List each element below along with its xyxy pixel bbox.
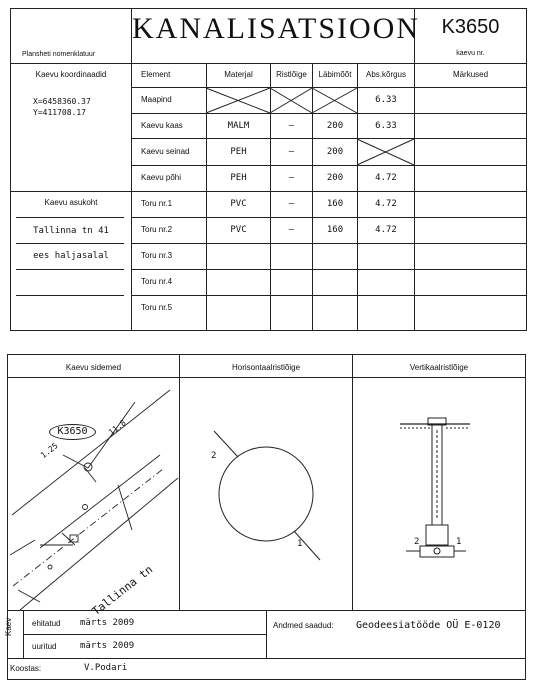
col-header-abs: Abs.kõrgus — [365, 70, 407, 79]
table-cell-cross: – — [288, 121, 295, 131]
sketch-well-code: K3650 — [57, 426, 88, 437]
table-cell-cross: – — [288, 173, 295, 183]
table-cell-diameter: 160 — [326, 199, 344, 209]
sketch-dimension: 1.25 — [38, 441, 60, 461]
table-cell-abs: 4.72 — [375, 199, 397, 209]
andmed-label: Andmed saadud: — [273, 621, 334, 630]
sketch-title-links: Kaevu sidemed — [65, 363, 122, 372]
table-cell-material: PEH — [230, 173, 247, 183]
sketch-title-horizontal: Horisontaalristlõige — [231, 363, 301, 372]
table-cell-abs: 4.72 — [375, 225, 397, 235]
location-line-2: ees haljasalal — [33, 251, 109, 261]
table-cell-material: PEH — [230, 147, 247, 157]
table-cell-material: MALM — [227, 121, 250, 131]
table-cell-diameter: 160 — [326, 225, 344, 235]
table-cell-element: Toru nr.1 — [141, 199, 173, 208]
page-title: KANALISATSIOON — [132, 12, 420, 45]
horizontal-section — [214, 431, 320, 560]
col-header-notes: Märkused — [452, 70, 489, 79]
table-cell-cross: – — [288, 225, 295, 235]
well-code: K3650 — [441, 16, 500, 38]
x-coordinate: X=6458360.37 — [33, 97, 91, 106]
table-cell-abs: 4.72 — [375, 173, 397, 183]
table-cell-material: PVC — [230, 199, 247, 209]
table-cell-cross: – — [288, 199, 295, 209]
sketch-title-vertical: Vertikaalristlõige — [409, 363, 469, 372]
kaev-label: Kaev — [4, 617, 13, 636]
ehitatud-label: ehitatud — [32, 619, 61, 628]
col-header-diameter: Läbimõõt — [318, 70, 352, 79]
col-header-material: Materjal — [224, 70, 253, 79]
y-coordinate: Y=411708.17 — [33, 108, 86, 117]
andmed-value: Geodeesiatööde OÜ E-0120 — [356, 620, 501, 631]
horizontal-label-2: 2 — [211, 451, 217, 461]
table-cell-element: Toru nr.3 — [141, 251, 173, 260]
table-cell-diameter: 200 — [326, 147, 344, 157]
sketch-street-name: Tallinna tn — [89, 562, 156, 619]
table-cell-element: Toru nr.2 — [141, 225, 173, 234]
horizontal-label-1: 1 — [297, 539, 303, 549]
table-cell-element: Toru nr.5 — [141, 303, 173, 312]
table-cell-element: Maapind — [141, 95, 172, 104]
table-cell-cross: – — [288, 147, 295, 157]
table-cell-abs: 6.33 — [375, 121, 397, 131]
uuritud-value: märts 2009 — [80, 641, 135, 651]
well-code-label: kaevu nr. — [456, 50, 485, 57]
site-sketch — [10, 390, 178, 610]
table-cell-abs: 6.33 — [375, 95, 397, 105]
planseti-label: Plansheti nomenklatuur — [22, 51, 96, 58]
table-cell-material: PVC — [230, 225, 247, 235]
koostas-value: V.Podari — [84, 663, 128, 673]
location-label: Kaevu asukoht — [44, 198, 98, 207]
vertical-label-1: 1 — [456, 537, 462, 547]
table-cell-element: Kaevu seinad — [141, 147, 190, 156]
table-cell-element: Kaevu põhi — [141, 173, 182, 182]
table-cell-diameter: 200 — [326, 121, 344, 131]
col-header-element: Element — [141, 70, 171, 79]
col-header-cross: Ristlõige — [276, 70, 307, 79]
koostas-label: Koostas: — [10, 664, 42, 673]
uuritud-label: uuritud — [32, 642, 57, 651]
sketch-dimension: 11.8 — [106, 418, 128, 438]
coords-label: Kaevu koordinaadid — [35, 70, 107, 79]
location-line-1: Tallinna tn 41 — [33, 226, 109, 236]
table-cell-diameter: 200 — [326, 173, 344, 183]
ehitatud-value: märts 2009 — [80, 618, 135, 628]
table-cell-element: Toru nr.4 — [141, 277, 173, 286]
vertical-label-2: 2 — [414, 537, 420, 547]
table-cell-element: Kaevu kaas — [141, 121, 183, 130]
